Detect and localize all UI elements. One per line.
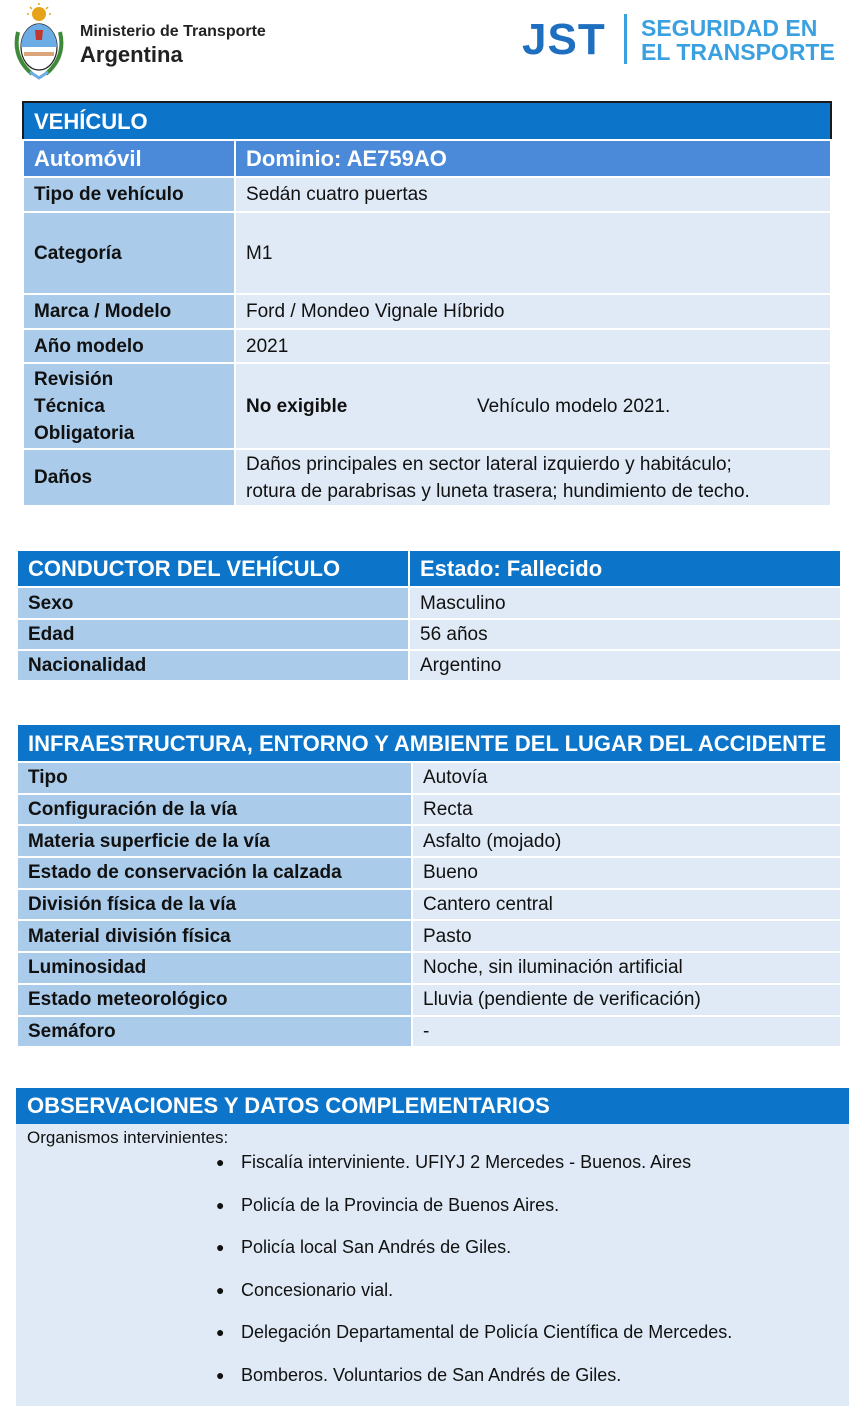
- tagline-line1: SEGURIDAD EN: [641, 15, 818, 41]
- row-label: Edad: [17, 619, 409, 650]
- list-item: [216, 1236, 849, 1279]
- row-value: 2021: [235, 329, 831, 363]
- row-label: Materia superficie de la vía: [17, 825, 412, 857]
- list-item-text: Fiscalía interviniente. UFIYJ 2 Mercedes - Buenos. Aires: [241, 1152, 692, 1172]
- row-value: Noche, sin iluminación artificial: [412, 952, 841, 984]
- row-label: Material división física: [17, 920, 412, 952]
- row-label: Nacionalidad: [17, 650, 409, 681]
- row-label: Marca / Modelo: [23, 294, 235, 329]
- table-row: [17, 762, 841, 794]
- driver-status: Estado: Fallecido: [409, 550, 841, 587]
- table-row: [17, 920, 841, 952]
- table-row: [17, 952, 841, 984]
- argentina-coat-of-arms-icon: [10, 2, 68, 80]
- rto-label-line2: Técnica: [34, 395, 105, 417]
- rto-label-line1: Revisión: [34, 368, 114, 390]
- row-label: Tipo: [17, 762, 412, 794]
- table-row: [17, 889, 841, 921]
- ministry-line2: Argentina: [80, 42, 183, 67]
- list-item: [216, 1321, 849, 1364]
- row-value: Pasto: [412, 920, 841, 952]
- list-item-text: Delegación Departamental de Policía Científica de Mercedes.: [241, 1322, 733, 1343]
- row-value: Cantero central: [412, 889, 841, 921]
- list-item-text: Policía de la Provincia de Buenos Aires.: [241, 1194, 560, 1215]
- table-row: [17, 825, 841, 857]
- table-row: [23, 294, 831, 329]
- logo-divider: [624, 14, 627, 64]
- row-value: Lluvia (pendiente de verificación): [412, 984, 841, 1016]
- row-label: Luminosidad: [17, 952, 412, 984]
- row-label: Categoría: [23, 212, 235, 294]
- table-row: [23, 329, 831, 363]
- driver-header-row: [17, 550, 841, 587]
- row-value: Recta: [412, 794, 841, 826]
- vehicle-domain: Dominio: AE759AO: [235, 140, 831, 177]
- jst-tagline: [641, 16, 835, 64]
- row-value: -: [412, 1016, 841, 1048]
- row-label: Configuración de la vía: [17, 794, 412, 826]
- rto-value: [235, 363, 831, 449]
- bullet-icon: ●: [216, 1154, 225, 1170]
- agencies-list: [216, 1151, 849, 1407]
- rto-status: No exigible: [246, 395, 348, 417]
- table-row: [17, 857, 841, 889]
- infrastructure-header-row: [17, 724, 841, 762]
- row-value: M1: [235, 212, 831, 294]
- ministry-name: [80, 22, 266, 68]
- table-row: [17, 650, 841, 681]
- row-value: Sedán cuatro puertas: [235, 177, 831, 212]
- bullet-icon: ●: [216, 1239, 225, 1256]
- list-item-text: Bomberos. Voluntarios de San Andrés de Giles.: [241, 1364, 622, 1385]
- infrastructure-title: INFRAESTRUCTURA, ENTORNO Y AMBIENTE DEL LUGAR DEL ACCIDENTE: [17, 724, 841, 762]
- damage-value: [235, 449, 831, 506]
- rto-label: [23, 363, 235, 449]
- vehicle-title: VEHÍCULO: [23, 102, 831, 140]
- observations-title: OBSERVACIONES Y DATOS COMPLEMENTARIOS: [16, 1088, 849, 1124]
- row-label: Estado meteorológico: [17, 984, 412, 1016]
- row-value: Ford / Mondeo Vignale Híbrido: [235, 294, 831, 329]
- row-label: Tipo de vehículo: [23, 177, 235, 212]
- list-item-text: Policía local San Andrés de Giles.: [241, 1237, 512, 1258]
- table-row: [23, 177, 831, 212]
- bullet-icon: ●: [216, 1324, 225, 1341]
- row-label: Sexo: [17, 587, 409, 619]
- row-value: 56 años: [409, 619, 841, 650]
- table-row: [23, 212, 831, 294]
- damage-line2: rotura de parabrisas y luneta trasera; hundimiento de techo.: [246, 480, 750, 502]
- row-value: Asfalto (mojado): [412, 825, 841, 857]
- damage-line1: Daños principales en sector lateral izquierdo y habitáculo;: [246, 453, 732, 475]
- list-item: [216, 1151, 849, 1194]
- vehicle-title-row: [23, 102, 831, 140]
- infrastructure-table: [16, 723, 842, 1048]
- table-row: [17, 587, 841, 619]
- damage-row: [23, 449, 831, 506]
- list-item: [216, 1194, 849, 1237]
- table-row: [17, 794, 841, 826]
- observations-section: [16, 1088, 849, 1406]
- driver-table: [16, 549, 842, 682]
- ministry-line1: Ministerio de Transporte: [80, 23, 266, 40]
- rto-label-line3: Obligatoria: [34, 422, 135, 444]
- row-label: Semáforo: [17, 1016, 412, 1048]
- row-value: Bueno: [412, 857, 841, 889]
- row-value: Masculino: [409, 587, 841, 619]
- vehicle-table: [22, 101, 832, 507]
- rto-note: Vehículo modelo 2021.: [477, 395, 671, 417]
- row-value: Argentino: [409, 650, 841, 681]
- table-row: [17, 1016, 841, 1048]
- row-label: División física de la vía: [17, 889, 412, 921]
- list-item-text: Concesionario vial.: [241, 1279, 394, 1300]
- damage-label: Daños: [23, 449, 235, 506]
- vehicle-subheader-row: [23, 140, 831, 177]
- bullet-icon: ●: [216, 1196, 225, 1213]
- tagline-line2: EL TRANSPORTE: [641, 39, 835, 65]
- driver-title: CONDUCTOR DEL VEHÍCULO: [17, 550, 409, 587]
- row-label: Año modelo: [23, 329, 235, 363]
- list-item: [216, 1279, 849, 1322]
- row-label: Estado de conservación la calzada: [17, 857, 412, 889]
- list-item: [216, 1364, 849, 1407]
- table-row: [17, 984, 841, 1016]
- observations-intro: Organismos intervinientes:: [27, 1128, 229, 1147]
- bullet-icon: ●: [216, 1366, 225, 1383]
- vehicle-type: Automóvil: [23, 140, 235, 177]
- bullet-icon: ●: [216, 1281, 225, 1298]
- row-value: Autovía: [412, 762, 841, 794]
- rto-row: [23, 363, 831, 449]
- table-row: [17, 619, 841, 650]
- jst-logo: JST: [522, 15, 606, 64]
